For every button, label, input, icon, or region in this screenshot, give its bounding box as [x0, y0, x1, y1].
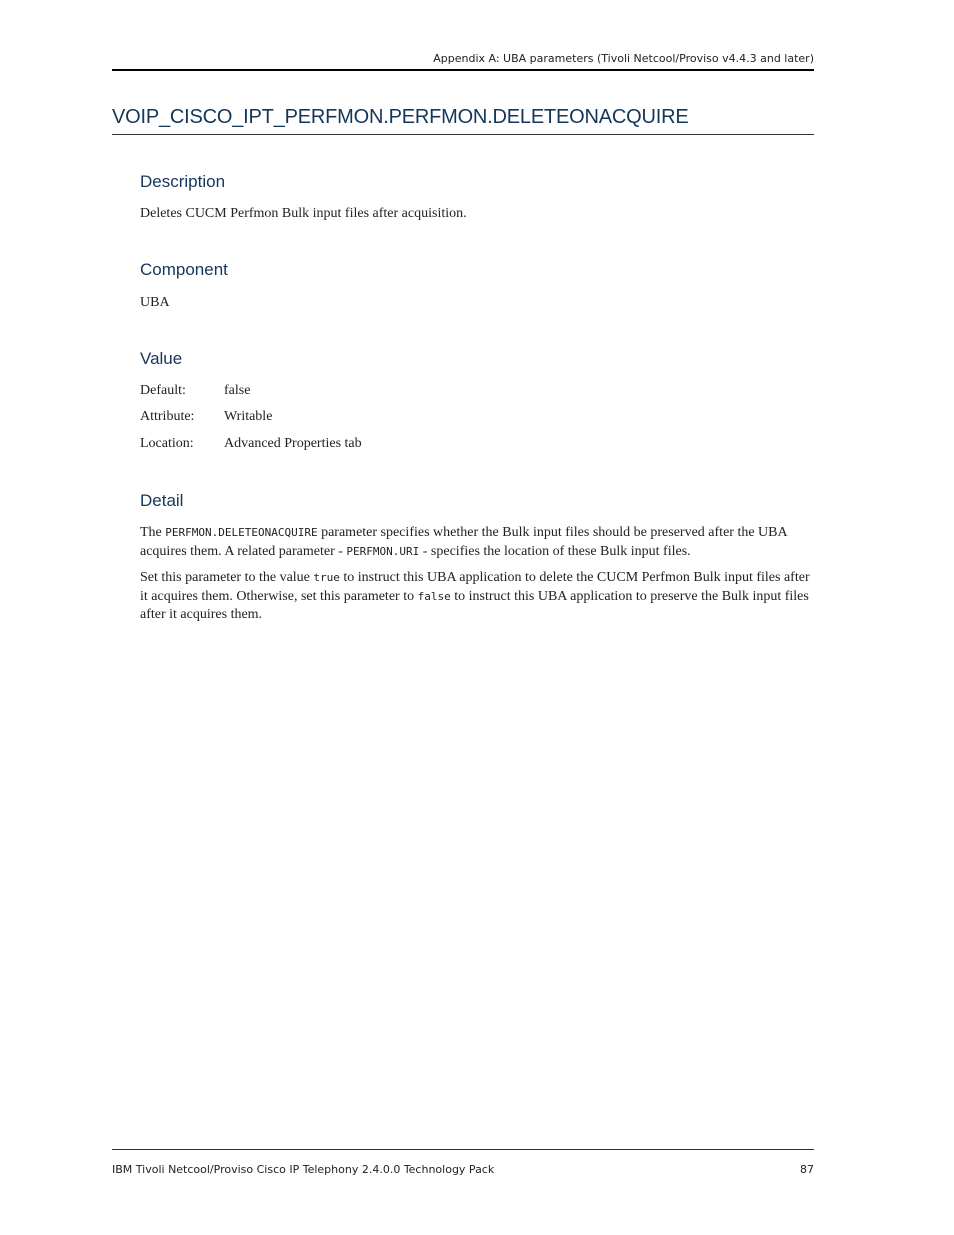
detail-heading: Detail — [140, 491, 184, 510]
detail-text: to instruct this UBA application to delete the CUCM Perfmon Bulk input files after it acquires them. Otherwise, set this parameter to — [140, 570, 810, 604]
detail-paragraph-1 — [140, 524, 814, 561]
detail-text: Set this parameter to the value — [140, 570, 314, 585]
title-rule — [112, 134, 814, 135]
value-val: Writable — [224, 409, 273, 424]
value-val: false — [224, 383, 251, 398]
footer-page-number: 87 — [800, 1163, 814, 1176]
value-row-attribute — [140, 409, 272, 425]
header-rule — [112, 69, 814, 71]
footer-doc-title: IBM Tivoli Netcool/Proviso Cisco IP Telephony 2.4.0.0 Technology Pack — [112, 1163, 495, 1176]
detail-text: The — [140, 525, 166, 540]
value-key: Location: — [140, 436, 194, 451]
code-related-parameter: PERFMON.URI — [346, 544, 420, 558]
parameter-title: VOIP_CISCO_IPT_PERFMON.PERFMON.DELETEONACQUIRE — [112, 106, 689, 128]
detail-text: - specifies the location of these Bulk input files. — [419, 543, 691, 559]
detail-paragraph-2 — [140, 569, 814, 625]
value-key: Attribute: — [140, 409, 195, 424]
running-header: Appendix A: UBA parameters (Tivoli Netcool/Proviso v4.4.3 and later) — [433, 52, 814, 65]
detail-text: parameter specifies whether the Bulk input files should be preserved after the UBA acquires them. A related parameter - — [140, 525, 787, 559]
value-row-default — [140, 383, 250, 399]
code-parameter-name: PERFMON.DELETEONACQUIRE — [165, 526, 318, 539]
value-val: Advanced Properties tab — [224, 436, 362, 451]
value-key: Default: — [140, 383, 186, 398]
description-heading: Description — [140, 172, 226, 191]
component-heading: Component — [140, 260, 228, 279]
component-text: UBA — [140, 295, 170, 310]
detail-text: to instruct this UBA application to preserve the Bulk input files after it acquires them. — [140, 588, 809, 622]
code-false-value: false — [417, 589, 451, 603]
value-row-location — [140, 436, 362, 452]
description-text: Deletes CUCM Perfmon Bulk input files after acquisition. — [140, 206, 467, 221]
footer-rule — [112, 1149, 814, 1150]
value-heading: Value — [140, 349, 183, 368]
code-true-value: true — [313, 571, 340, 584]
